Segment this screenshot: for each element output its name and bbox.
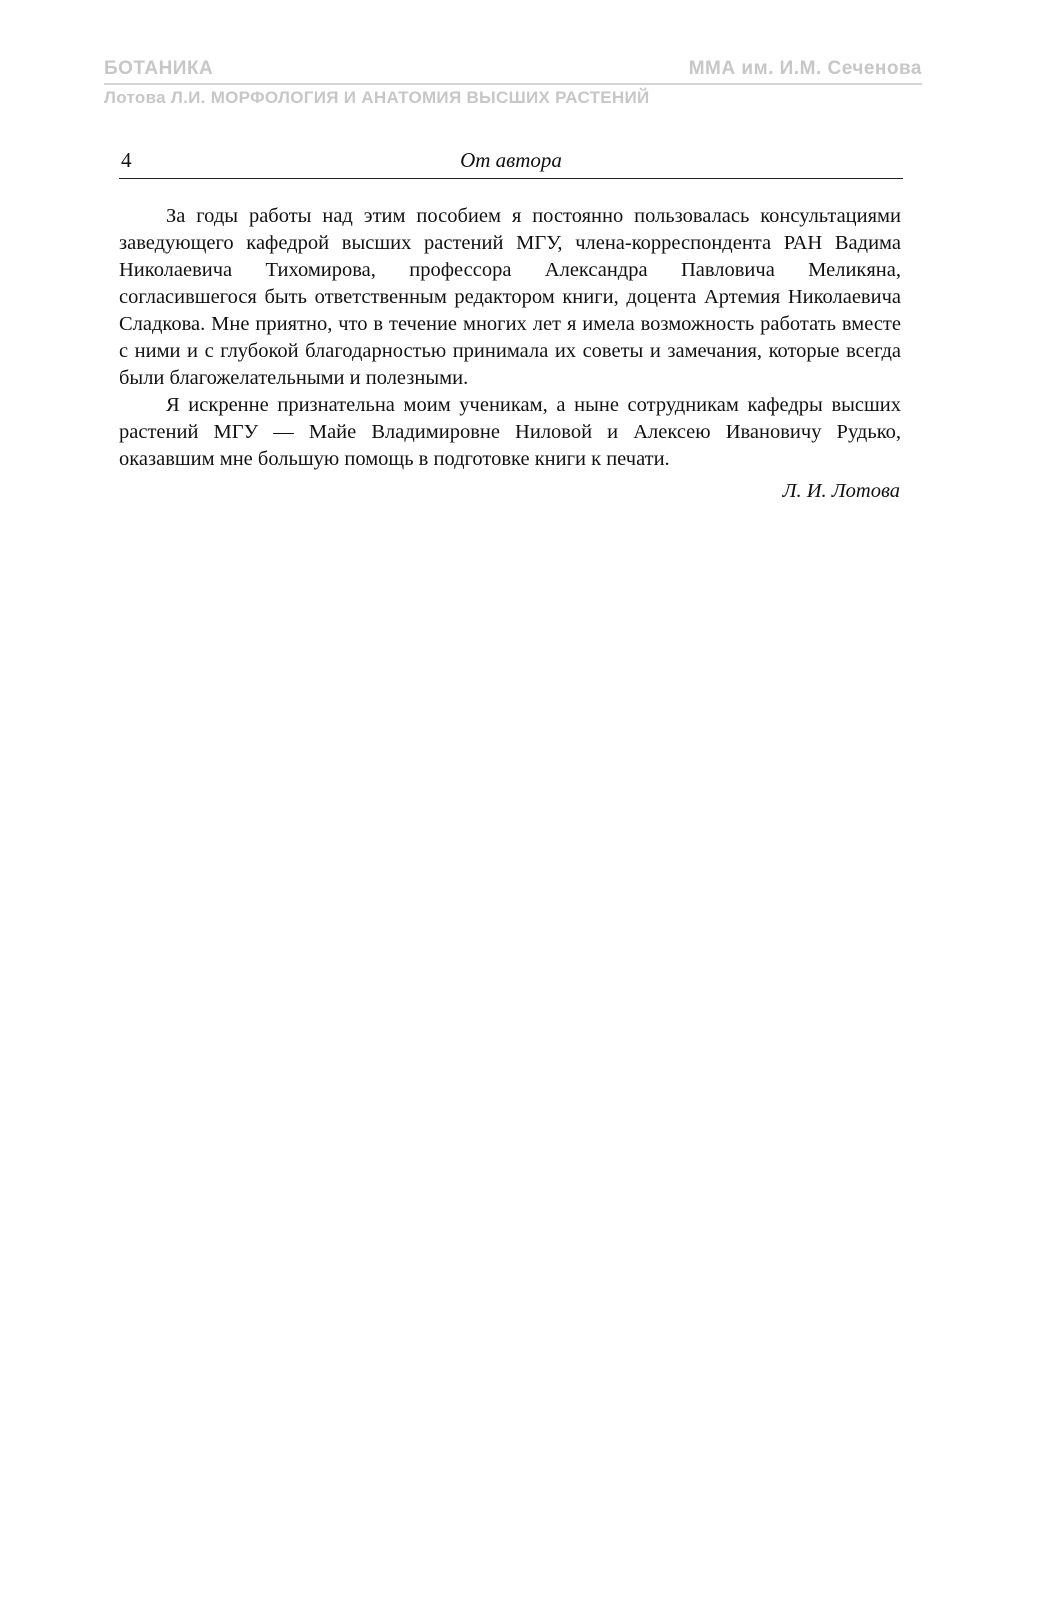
body-text (119, 203, 901, 505)
watermark-book-title: Лотова Л.И. МОРФОЛОГИЯ И АНАТОМИЯ ВЫСШИХ РАСТЕНИЙ (104, 88, 650, 107)
paragraph-acknowledgement-students: Я искренне признательна моим ученикам, а ныне сотрудникам кафедры высших растений МГУ — Майе Владимировне Ниловой и Алексею Ивановичу Рудько, оказавшим мне большую помощь в подготовке книги к печати. (119, 394, 901, 470)
author-signature: Л. И. Лотова (782, 480, 900, 502)
page-number: 4 (121, 148, 132, 172)
watermark-subject: БОТАНИКА (104, 58, 214, 79)
watermark-institution: ММА им. И.М. Сеченова (688, 58, 922, 79)
watermark-header (104, 58, 922, 85)
running-head (119, 148, 903, 179)
section-title: От автора (460, 148, 562, 172)
paragraph-acknowledgement-advisors: За годы работы над этим пособием я постоянно пользовалась консультациями заведующего кафедрой высших растений МГУ, члена-корреспондента РАН Вадима Николаевича Тихомирова, профессора Александра Павловича Меликяна, согласившегося быть ответственным редактором книги, доцента Артемия Николаевича Сладкова. Мне приятно, что в течение многих лет я имела возможность работать вместе с ними и с глубокой благодарностью принимала их советы и замечания, которые всегда были благожелательными и полезными. (119, 205, 901, 389)
